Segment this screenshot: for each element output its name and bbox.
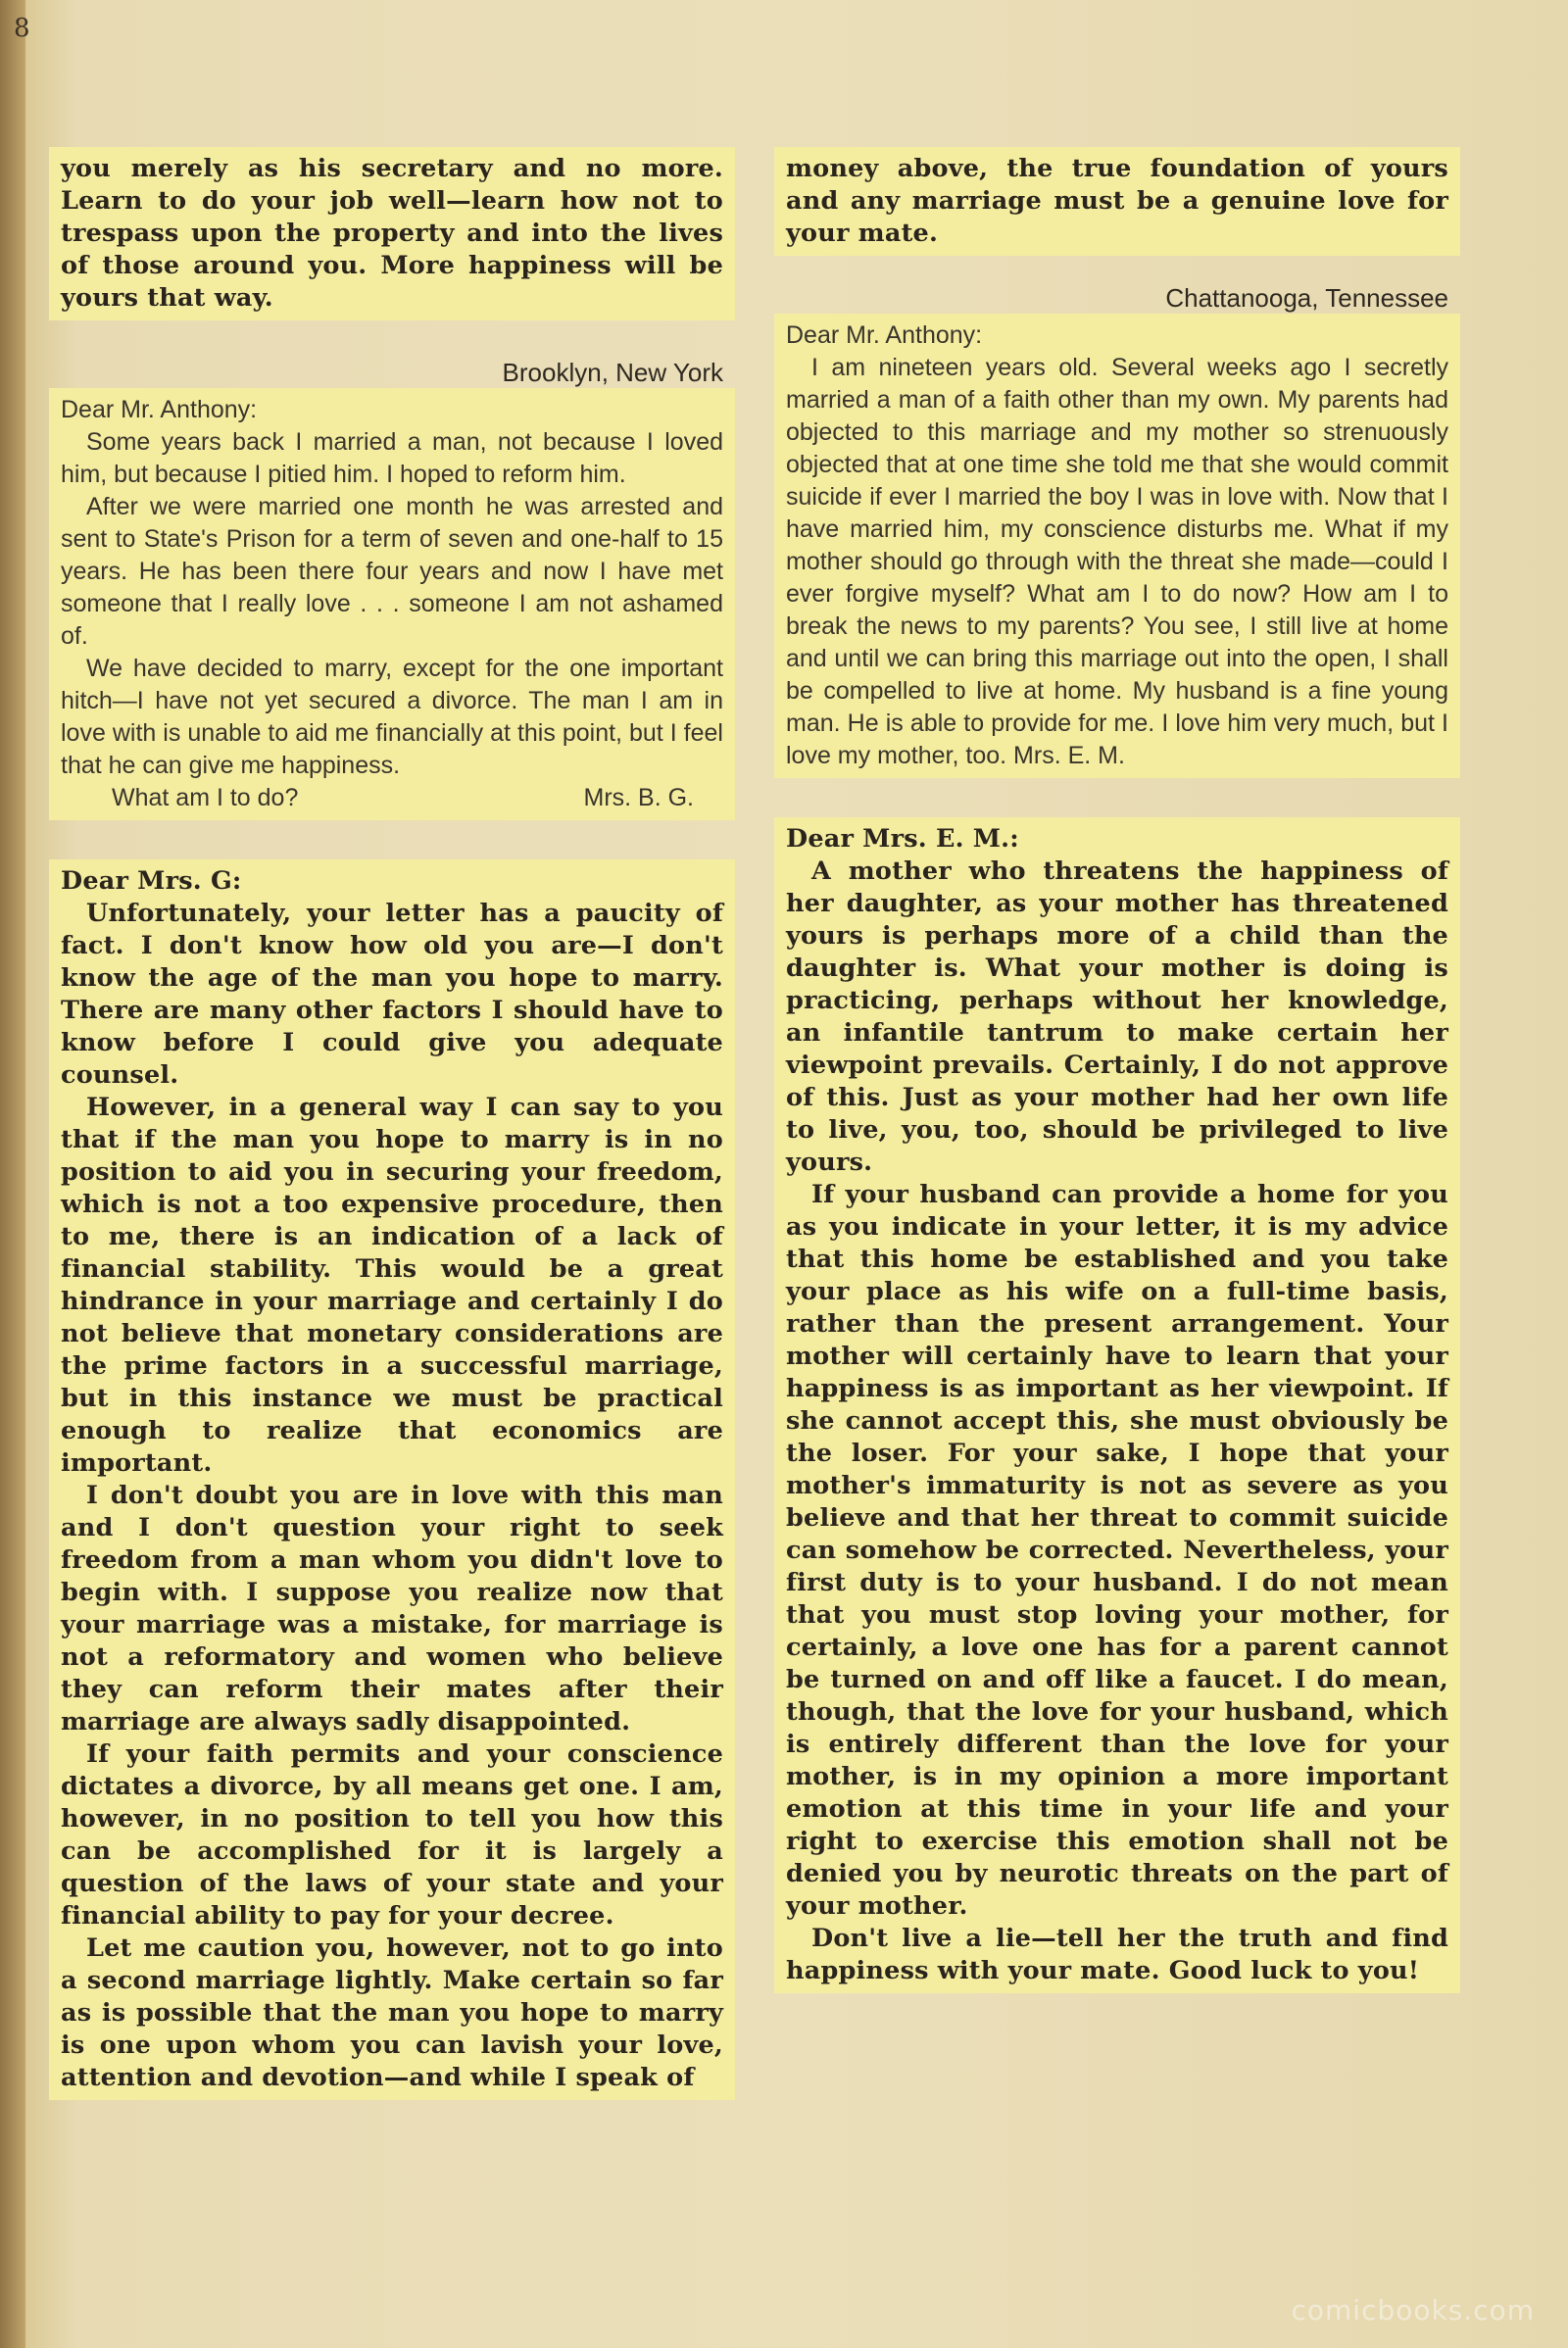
letter2-body <box>774 314 1460 778</box>
reply2-paragraph: If your husband can provide a home for you as you indicate in your letter, it is my advice that this home be established and you take your place as his wife on a full-time basis, rather than the present arrangement. Your mother will certainly have to learn that your happiness is as important as her viewpoint. If she cannot accept this, she must obviously be the loser. For your sake, I hope that your mother's immaturity is not as severe as you believe and that her threat to commit suicide can somehow be corrected. Nevertheless, your first duty is to your husband. I do not mean that you must stop loving your mother, for certainly, a love one has for a parent cannot be turned on and off like a faucet. I do mean, though, that the love for your husband, which is entirely different than the love for your mother, is in my opinion a more important emotion at this time in your life and your right to exercise this emotion shall not be denied you by neurotic threats on the part of your mother. <box>786 1180 1448 1921</box>
reply2-paragraph: Don't live a lie—tell her the truth and find happiness with your mate. Good luck to you! <box>786 1924 1448 1985</box>
letter2-salutation: Dear Mr. Anthony: <box>786 321 983 349</box>
letter2-place: Chattanooga, Tennessee <box>1165 283 1448 313</box>
letter1-signature: Mrs. B. G. <box>583 784 694 811</box>
reply1-paragraph: Let me caution you, however, not to go into a second marriage lightly. Make certain so far as is possible that the man you hope to marry is one upon whom you can lavish your love, attention and devotion—and while I speak of <box>61 1933 723 2092</box>
letter1-paragraph: Some years back I married a man, not because I loved him, but because I pitied him. I hoped to reform him. <box>61 428 723 488</box>
letter1-salutation: Dear Mr. Anthony: <box>61 396 258 423</box>
page-corner-mark: 8 <box>14 14 30 43</box>
reply1-body <box>49 859 735 2100</box>
reply1-paragraph: Unfortunately, your letter has a paucity of fact. I don't know how old you are—I don't know the age of the man you hope to marry. There are many other factors I should have to know before I could give you adequate counsel. <box>61 899 723 1090</box>
continuation-paragraph: money above, the true foundation of yours and any marriage must be a genuine love for your mate. <box>786 154 1448 248</box>
continuation-paragraph: you merely as his secretary and no more. Learn to do your job well—learn how not to trespass upon the property and into the lives of those around you. More happiness will be yours that way. <box>61 154 723 313</box>
reply2-body <box>774 817 1460 1993</box>
reply1-paragraph: I don't doubt you are in love with this man and I don't question your right to seek freedom from a man whom you didn't love to begin with. I suppose you realize now that your marriage was a mistake, for marriage is not a reformatory and women who believe they can reform their mates after their marriage are always sadly disappointed. <box>61 1481 723 1737</box>
left-continuation-text <box>49 147 735 320</box>
letter1-question: What am I to do? <box>112 784 299 811</box>
reply2-salutation: Dear Mrs. E. M.: <box>786 824 1019 854</box>
reply1-paragraph: If your faith permits and your conscience dictates a divorce, by all means get one. I am, however, in no position to tell you how this can be accomplished for it is largely a question of the laws of your state and your financial ability to pay for your decree. <box>61 1739 723 1931</box>
reply1-salutation: Dear Mrs. G: <box>61 866 242 896</box>
letter2-paragraph: I am nineteen years old. Several weeks ago I secretly married a man of a faith other than my own. My parents had objected to this marriage and my mother so strenuously objected that at one time she told me that she would commit suicide if ever I married the boy I was in love with. Now that I have married him, my conscience disturbs me. What if my mother should go through with the threat she made—could I ever forgive myself? What am I to do now? How am I to break the news to my parents? You see, I still live at home and until we can bring this marriage out into the open, I shall be compelled to live at home. My husband is a fine young man. He is able to provide for me. I love him very much, but I love my mother, too. Mrs. E. M. <box>786 354 1448 769</box>
letter1-closing <box>61 782 723 814</box>
site-watermark: comicbooks.com <box>1291 2294 1535 2326</box>
left-column <box>49 147 735 2100</box>
page-spine-shadow <box>0 0 25 2348</box>
reply1-paragraph: However, in a general way I can say to you that if the man you hope to marry is in no position to aid you in securing your freedom, which is not a too expensive procedure, then to me, there is an indication of a lack of financial stability. This would be a great hindrance in your marriage and certainly I do not believe that monetary considerations are the prime factors in a successful marriage, but in this instance we must be practical enough to realize that economics are important. <box>61 1093 723 1478</box>
right-column <box>774 147 1460 1993</box>
letter1-paragraph: We have decided to marry, except for the one important hitch—I have not yet secured a divorce. The man I am in love with is unable to aid me financially at this point, but I feel that he can give me happiness. <box>61 655 723 779</box>
letter1-paragraph: After we were married one month he was arrested and sent to State's Prison for a term of seven and one-half to 15 years. He has been there four years and now I have met someone that I really love . . . someone I am not ashamed of. <box>61 493 723 650</box>
right-continuation-text <box>774 147 1460 256</box>
reply2-paragraph: A mother who threatens the happiness of her daughter, as your mother has threatened yours is perhaps more of a child than the daughter is. What your mother is doing is practicing, perhaps without her knowledge, an infantile tantrum to make certain her viewpoint prevails. Certainly, I do not approve of this. Just as your mother had her own life to live, you, too, should be privileged to live yours. <box>786 856 1448 1177</box>
letter1-place: Brooklyn, New York <box>502 358 723 387</box>
letter1-body <box>49 388 735 820</box>
